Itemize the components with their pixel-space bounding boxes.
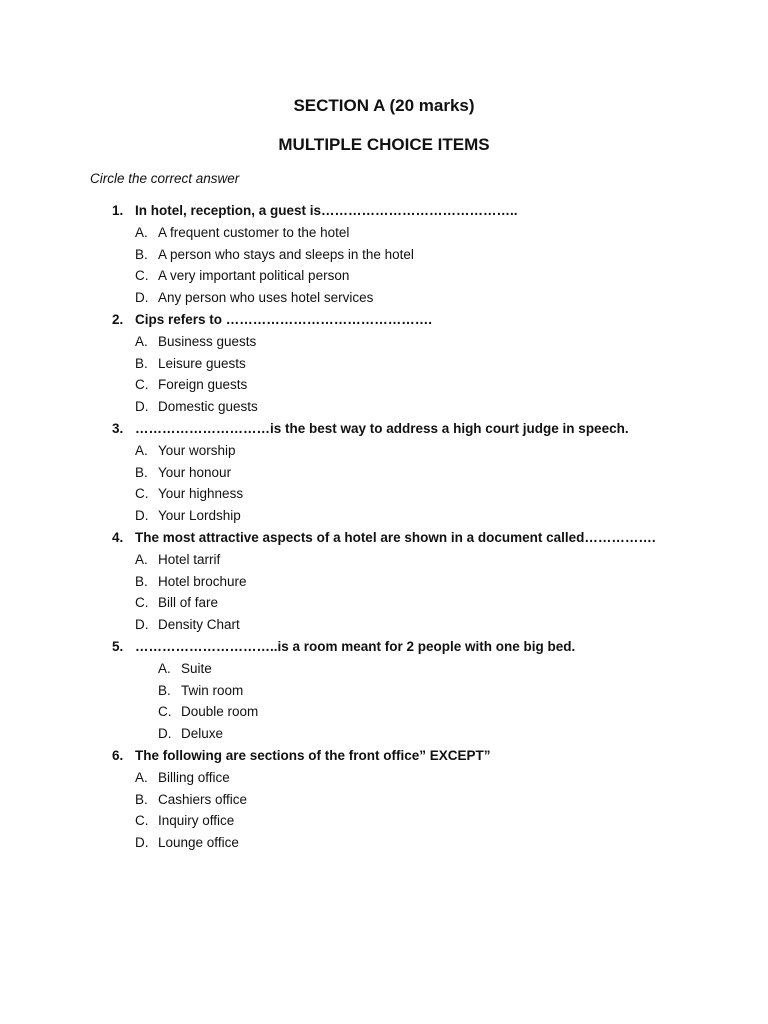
option-letter: B. — [135, 355, 148, 371]
question-item — [0, 418, 768, 527]
option-letter: A. — [135, 224, 148, 240]
question-number: 1. — [112, 203, 124, 218]
question-number: 4. — [112, 529, 124, 545]
option-letter: D. — [158, 726, 172, 742]
option-letter: B. — [135, 246, 148, 262]
section-subtitle: MULTIPLE CHOICE ITEMS — [278, 135, 490, 154]
section-title: SECTION A (20 marks) — [293, 96, 475, 115]
option-text: Billing office — [158, 769, 230, 785]
answer-option[interactable] — [0, 723, 768, 745]
question-item — [0, 309, 768, 418]
answer-option[interactable] — [0, 701, 768, 723]
instruction-text: Circle the correct answer — [90, 171, 240, 186]
option-text: Hotel brochure — [158, 573, 247, 589]
option-text: Business guests — [158, 333, 257, 349]
option-text: Twin room — [181, 682, 244, 698]
option-letter: C. — [135, 377, 149, 393]
option-text: Leisure guests — [158, 355, 246, 371]
option-letter: B. — [158, 682, 171, 698]
answer-option[interactable] — [0, 592, 768, 614]
answer-option[interactable] — [0, 571, 768, 593]
option-text: Foreign guests — [158, 377, 248, 393]
option-text: A person who stays and sleeps in the hotel — [158, 246, 414, 262]
answer-option[interactable] — [0, 832, 768, 854]
answer-option[interactable] — [0, 614, 768, 636]
option-letter: D. — [135, 399, 149, 415]
option-text: Double room — [181, 704, 259, 720]
option-letter: B. — [135, 464, 148, 480]
answer-option[interactable] — [0, 353, 768, 375]
question-item — [0, 200, 768, 309]
option-letter: A. — [135, 769, 148, 785]
question-number: 6. — [112, 747, 124, 763]
answer-option[interactable] — [0, 767, 768, 789]
question-number: 3. — [112, 420, 124, 436]
option-letter: D. — [135, 617, 149, 633]
answer-option[interactable] — [0, 374, 768, 396]
answer-option[interactable] — [0, 396, 768, 418]
option-letter: C. — [135, 268, 149, 284]
option-text: Bill of fare — [158, 595, 219, 611]
answer-option[interactable] — [0, 658, 768, 680]
option-letter: C. — [135, 813, 149, 829]
option-text: Your highness — [158, 486, 244, 502]
option-text: Your worship — [158, 442, 236, 458]
option-letter: C. — [158, 704, 172, 720]
question-text: …………………………is the best way to address a high court judge in speech. — [135, 420, 629, 436]
option-letter: D. — [135, 835, 149, 851]
question-stem — [0, 527, 768, 549]
answer-option[interactable] — [0, 505, 768, 527]
option-letter: A. — [158, 660, 171, 676]
answer-option[interactable] — [0, 331, 768, 353]
question-stem — [0, 418, 768, 440]
question-stem — [0, 309, 768, 331]
question-item — [0, 745, 768, 854]
option-text: Suite — [181, 660, 212, 676]
answer-option[interactable] — [0, 789, 768, 811]
option-letter: C. — [135, 486, 149, 502]
option-text: Any person who uses hotel services — [158, 290, 374, 306]
answer-option[interactable] — [0, 440, 768, 462]
question-item — [0, 636, 768, 745]
question-item — [0, 527, 768, 636]
question-stem — [0, 745, 768, 767]
option-letter: C. — [135, 595, 149, 611]
option-text: Hotel tarrif — [158, 551, 221, 567]
answer-option[interactable] — [0, 244, 768, 266]
question-text: Cips refers to ………………………………………. — [135, 311, 433, 327]
option-text: Your Lordship — [158, 508, 241, 524]
answer-option[interactable] — [0, 810, 768, 832]
option-text: Your honour — [158, 464, 232, 480]
option-letter: A. — [135, 442, 148, 458]
option-text: Cashiers office — [158, 791, 248, 807]
option-letter: D. — [135, 508, 149, 524]
option-text: Domestic guests — [158, 399, 258, 415]
question-stem — [0, 200, 768, 222]
answer-option[interactable] — [0, 265, 768, 287]
answer-option[interactable] — [0, 680, 768, 702]
option-letter: A. — [135, 551, 148, 567]
question-stem — [0, 636, 768, 658]
answer-option[interactable] — [0, 549, 768, 571]
question-text: The most attractive aspects of a hotel are shown in a document called……………. — [135, 529, 656, 545]
option-letter: D. — [135, 290, 149, 306]
answer-option[interactable] — [0, 462, 768, 484]
option-text: A very important political person — [158, 268, 350, 284]
question-list — [0, 200, 768, 854]
question-text: …………………………..is a room meant for 2 people with one big bed. — [135, 638, 576, 654]
option-text: A frequent customer to the hotel — [158, 224, 350, 240]
answer-option[interactable] — [0, 287, 768, 309]
question-number: 5. — [112, 638, 124, 654]
option-letter: B. — [135, 791, 148, 807]
option-text: Deluxe — [181, 726, 224, 742]
answer-option[interactable] — [0, 222, 768, 244]
option-text: Inquiry office — [158, 813, 235, 829]
option-letter: A. — [135, 333, 148, 349]
option-letter: B. — [135, 573, 148, 589]
question-number: 2. — [112, 311, 124, 327]
question-text: In hotel, reception, a guest is…………………………………….. — [135, 203, 518, 218]
option-text: Lounge office — [158, 835, 239, 851]
question-text: The following are sections of the front office” EXCEPT” — [135, 747, 491, 763]
answer-option[interactable] — [0, 483, 768, 505]
option-text: Density Chart — [158, 617, 240, 633]
